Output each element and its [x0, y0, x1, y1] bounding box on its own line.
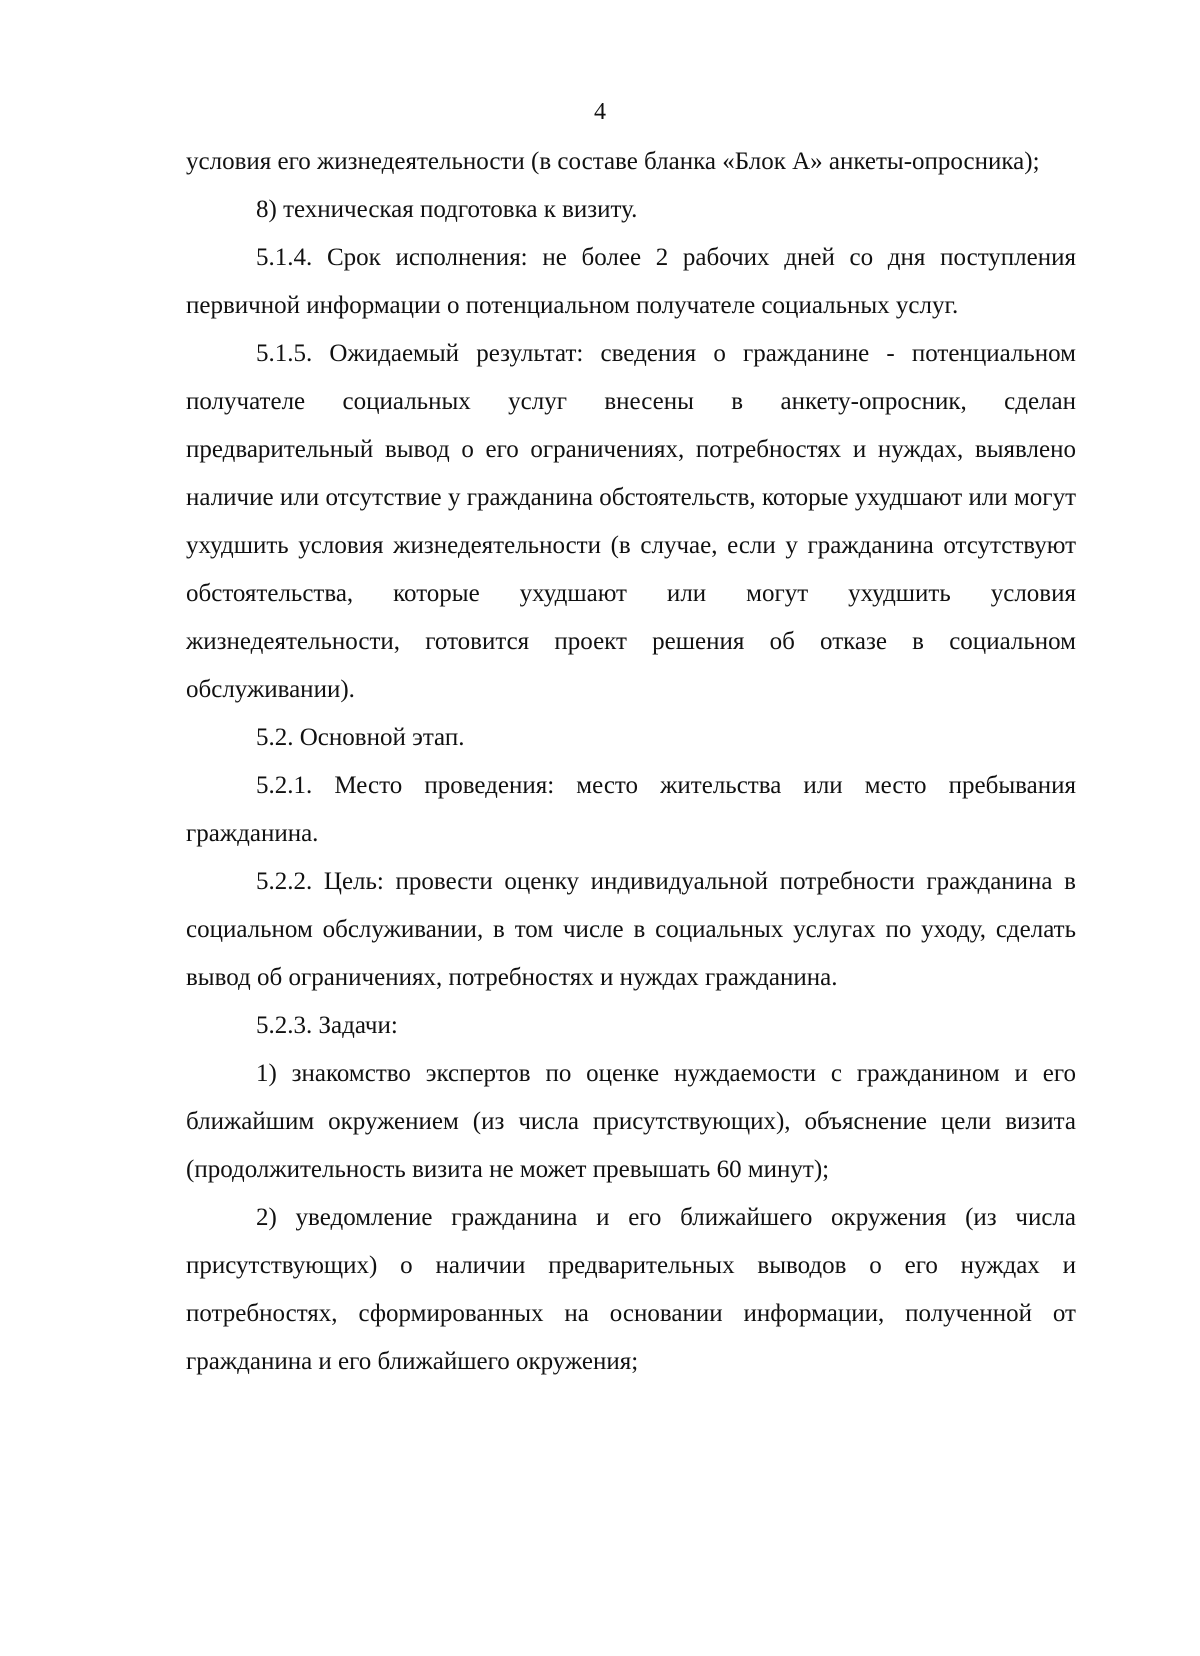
paragraph-task-2: 2) уведомление гражданина и его ближайшего окружения (из числа присутствующих) о наличии предварительных выводов о его нуждах и потребностях, сформированных на основании информации, полученной от гражданина и его ближайшего окружения; — [186, 1204, 1076, 1375]
paragraph-5-2: 5.2. Основной этап. — [256, 724, 465, 751]
paragraph-5-1-5: 5.1.5. Ожидаемый результат: сведения о гражданине - потенциальном получателе социальных услуг внесены в анкету-опросник, сделан предварительный вывод о его ограничениях, потребностях и нуждах, выявлено наличие или отсутствие у гражданина обстоятельств, которые ухудшают или могут ухудшить условия жизнедеятельности (в случае, если у гражданина отсутствуют обстоятельства, которые ухудшают или могут ухудшить условия жизнедеятельности, готовится проект решения об отказе в социальном обслуживании). — [186, 340, 1076, 703]
page-number: 4 — [594, 99, 606, 125]
paragraph-5-1-4: 5.1.4. Срок исполнения: не более 2 рабочих дней со дня поступления первичной информации о потенциальном получателе социальных услуг. — [186, 244, 1076, 319]
paragraph-task-1: 1) знакомство экспертов по оценке нуждаемости с гражданином и его ближайшим окружением (из числа присутствующих), объяснение цели визита (продолжительность визита не может превышать 60 минут); — [186, 1060, 1076, 1183]
paragraph-5-2-3: 5.2.3. Задачи: — [256, 1012, 398, 1039]
paragraph-5-2-2: 5.2.2. Цель: провести оценку индивидуальной потребности гражданина в социальном обслуживании, в том числе в социальных услугах по уходу, сделать вывод об ограничениях, потребностях и нуждах гражданина. — [186, 868, 1076, 991]
paragraph-continuation: условия его жизнедеятельности (в составе бланка «Блок А» анкеты-опросника); — [186, 148, 1040, 175]
document-body — [186, 138, 1076, 1386]
paragraph-item-8: 8) техническая подготовка к визиту. — [256, 196, 638, 223]
paragraph-5-2-1: 5.2.1. Место проведения: место жительства или место пребывания гражданина. — [186, 772, 1076, 847]
